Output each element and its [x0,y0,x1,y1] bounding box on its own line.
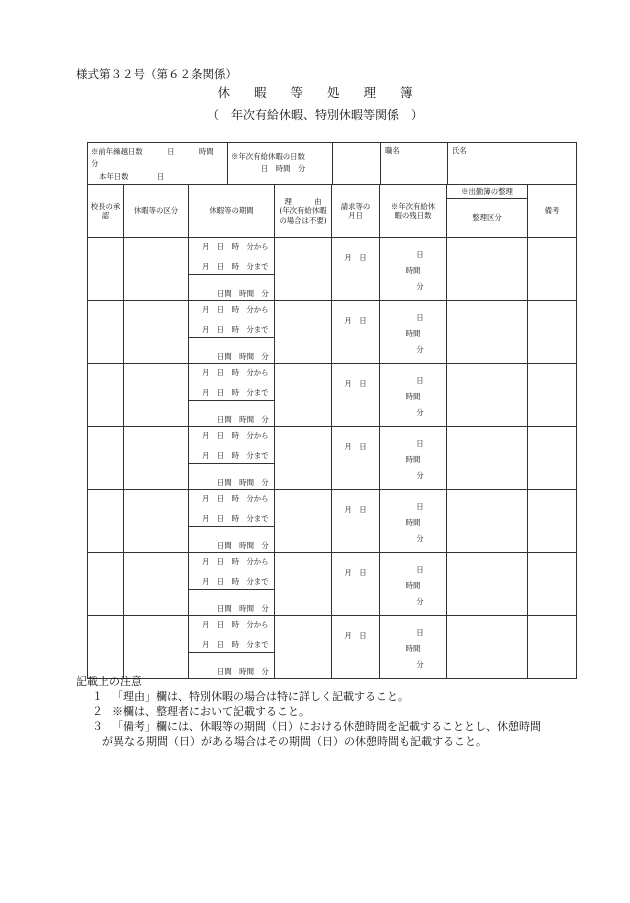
remaining-hour: 時間 [405,644,421,653]
leave-type-cell[interactable] [124,490,189,553]
carryover-day: 日 [167,147,175,156]
period-cell[interactable] [189,301,275,364]
attendance-category-cell[interactable] [447,301,528,364]
col-request-date: 請求等の月日 [332,185,380,238]
remarks-cell[interactable] [528,301,577,364]
period-to: 月 日 時 分まで [202,388,269,397]
table-row [88,301,577,364]
request-date-cell[interactable] [332,553,380,616]
period-cell[interactable] [189,616,275,679]
note-number: １ [92,690,103,703]
col-principal-approval: 校長の承認 [88,185,124,238]
period-from: 月 日 時 分から [202,494,269,503]
reason-cell[interactable] [275,238,332,301]
table-row [88,364,577,427]
note-number: ３ [92,720,103,733]
reason-cell[interactable] [275,616,332,679]
remarks-cell[interactable] [528,427,577,490]
approval-cell[interactable] [88,364,124,427]
annual-leave-days-cell[interactable] [228,143,333,185]
remaining-minute: 分 [416,282,424,291]
attendance-category-cell[interactable] [447,427,528,490]
table-row [88,238,577,301]
remarks-cell[interactable] [528,364,577,427]
period-to: 月 日 時 分まで [202,640,269,649]
approval-cell[interactable] [88,490,124,553]
period-duration: 日間 時間 分 [217,352,269,361]
carryover-minute: 分 [91,159,99,169]
remaining-hour: 時間 [405,581,421,590]
remaining-cell[interactable] [380,427,447,490]
remaining-hour: 時間 [405,455,421,464]
request-date-cell[interactable] [332,301,380,364]
attendance-category-cell[interactable] [447,616,528,679]
period-cell[interactable] [189,238,275,301]
request-date-cell[interactable] [332,490,380,553]
summary-table [87,142,577,185]
period-from: 月 日 時 分から [202,431,269,440]
this-year-day: 日 [156,171,165,181]
leave-type-cell[interactable] [124,427,189,490]
table-row [88,490,577,553]
remaining-day: 日 [416,313,424,322]
remaining-hour: 時間 [405,266,421,275]
period-to: 月 日 時 分まで [202,325,269,334]
col-remarks: 備考 [528,185,577,238]
note-item [76,719,541,734]
position-label: 職名 [385,146,400,155]
remaining-day: 日 [416,250,424,259]
leave-type-cell[interactable] [124,364,189,427]
period-duration: 日間 時間 分 [217,478,269,487]
note-number: ２ [92,705,103,718]
reason-cell[interactable] [275,490,332,553]
period-duration: 日間 時間 分 [217,289,269,298]
remaining-cell[interactable] [380,301,447,364]
remaining-minute: 分 [416,408,424,417]
reason-cell[interactable] [275,553,332,616]
page-title: 休暇等処理簿 [217,85,437,100]
col-reason-label: 理 由 [284,197,322,207]
leave-type-cell[interactable] [124,238,189,301]
col-leave-type: 休暇等の区分 [124,185,189,238]
reason-cell[interactable] [275,301,332,364]
column-header-row [88,185,577,199]
leave-type-cell[interactable] [124,553,189,616]
approval-cell[interactable] [88,301,124,364]
remaining-cell[interactable] [380,490,447,553]
period-cell[interactable] [189,553,275,616]
approval-cell[interactable] [88,616,124,679]
remaining-minute: 分 [416,534,424,543]
carryover-cell[interactable] [88,143,228,185]
remaining-cell[interactable] [380,616,447,679]
remaining-minute: 分 [416,597,424,606]
leave-record-table [87,184,577,679]
request-date-cell[interactable] [332,427,380,490]
period-from: 月 日 時 分から [202,557,269,566]
remaining-minute: 分 [416,660,424,669]
remarks-cell[interactable] [528,616,577,679]
col-attendance-category: 整理区分 [447,199,528,238]
table-row [88,553,577,616]
col-leave-period: 休暇等の期間 [189,185,275,238]
col-reason [275,185,332,238]
note-text: ※欄は、整理者において記載すること。 [112,705,310,718]
col-annual-remaining: ※年次有給休暇の残日数 [380,185,447,238]
period-to: 月 日 時 分まで [202,262,269,271]
remaining-minute: 分 [416,471,424,480]
request-date: 月 日 [344,505,367,514]
reason-cell[interactable] [275,427,332,490]
name-label: 氏名 [452,146,467,155]
remaining-minute: 分 [416,345,424,354]
remaining-day: 日 [416,376,424,385]
note-item [76,704,541,719]
name-cell[interactable] [448,143,577,185]
request-date-cell[interactable] [332,238,380,301]
remaining-day: 日 [416,439,424,448]
remaining-hour: 時間 [405,329,421,338]
approval-cell[interactable] [88,238,124,301]
remaining-day: 日 [416,502,424,511]
remaining-cell[interactable] [380,364,447,427]
note-text: 「理由」欄は、特別休暇の場合は特に詳しく記載すること。 [112,690,409,703]
request-date-cell[interactable] [332,364,380,427]
attendance-category-cell[interactable] [447,490,528,553]
request-date: 月 日 [344,316,367,325]
period-duration: 日間 時間 分 [217,541,269,550]
remaining-day: 日 [416,628,424,637]
period-from: 月 日 時 分から [202,305,269,314]
carryover-hour: 時間 [198,147,214,156]
attendance-category-cell[interactable] [447,553,528,616]
remarks-cell[interactable] [528,490,577,553]
request-date: 月 日 [344,379,367,388]
period-cell[interactable] [189,364,275,427]
remarks-cell[interactable] [528,238,577,301]
page-subtitle: （ 年次有給休暇、特別休暇等関係 ） [206,108,423,122]
period-from: 月 日 時 分から [202,368,269,377]
form-number: 様式第３２号（第６２条関係） [76,67,237,81]
period-duration: 日間 時間 分 [217,604,269,613]
notes-heading: 記載上の注意 [76,675,142,688]
note-continuation: が異なる期間（日）がある場合はその期間（日）の休憩時間も記載すること。 [102,735,487,748]
period-from: 月 日 時 分から [202,620,269,629]
blank-cell [333,143,381,185]
annual-leave-days-label: ※年次有給休暇の日数 [231,152,305,161]
period-to: 月 日 時 分まで [202,451,269,460]
leave-type-cell[interactable] [124,616,189,679]
request-date: 月 日 [344,253,367,262]
note-text: 「備考」欄には、休暇等の期間（日）における休憩時間を記載することとし、休憩時間 [112,720,541,733]
this-year-label: 本年日数 [99,171,129,181]
notes-section [76,674,541,749]
remaining-cell[interactable] [380,553,447,616]
leave-type-cell[interactable] [124,301,189,364]
request-date: 月 日 [344,631,367,640]
note-item [76,689,541,704]
attendance-category-cell[interactable] [447,364,528,427]
request-date: 月 日 [344,568,367,577]
period-cell[interactable] [189,427,275,490]
reason-cell[interactable] [275,364,332,427]
request-date: 月 日 [344,442,367,451]
remaining-hour: 時間 [405,518,421,527]
table-row [88,616,577,679]
attendance-category-cell[interactable] [447,238,528,301]
period-duration: 日間 時間 分 [217,415,269,424]
annual-leave-units: 日 時間 分 [261,164,306,174]
remaining-cell[interactable] [380,238,447,301]
col-reason-note: (年次有給休暇の場合は不要) [279,206,327,225]
approval-cell[interactable] [88,553,124,616]
remaining-day: 日 [416,565,424,574]
period-to: 月 日 時 分まで [202,514,269,523]
position-cell[interactable] [381,143,448,185]
period-from: 月 日 時 分から [202,242,269,251]
col-attendance-group: ※出勤簿の整理 [447,185,528,199]
remarks-cell[interactable] [528,553,577,616]
request-date-cell[interactable] [332,616,380,679]
period-cell[interactable] [189,490,275,553]
period-duration: 日間 時間 分 [217,667,269,676]
period-to: 月 日 時 分まで [202,577,269,586]
remaining-hour: 時間 [405,392,421,401]
approval-cell[interactable] [88,427,124,490]
carryover-label: ※前年繰越日数 [91,147,143,156]
table-row [88,427,577,490]
